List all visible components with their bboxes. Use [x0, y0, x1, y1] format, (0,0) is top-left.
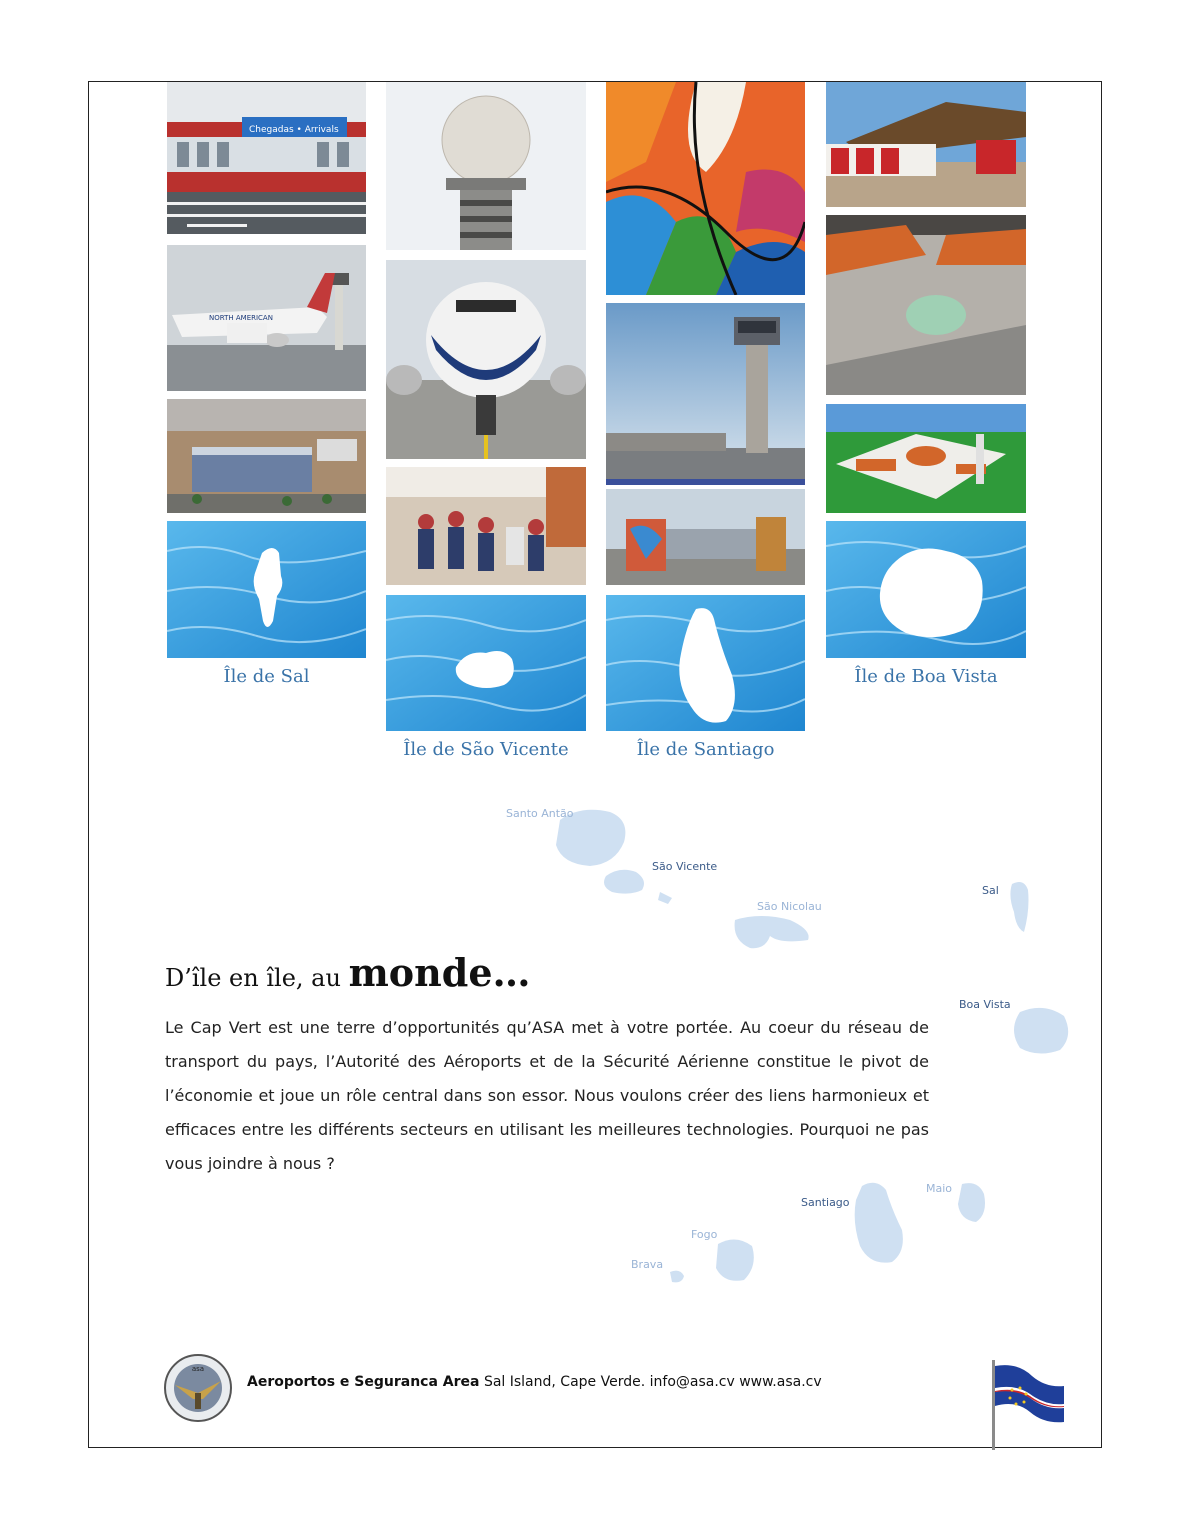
map-label-santiago: Santiago — [801, 1196, 850, 1209]
island-maio — [958, 1183, 985, 1222]
cape-verde-flag — [988, 1358, 1068, 1450]
footer-web[interactable]: www.asa.cv — [739, 1374, 822, 1390]
map-label-brava: Brava — [631, 1258, 664, 1271]
aircraft-livery-text: NORTH AMERICAN — [209, 314, 273, 322]
footer-address: Sal Island, Cape Verde. — [483, 1374, 646, 1390]
island-santa-luzia — [658, 892, 672, 904]
island-brava — [670, 1271, 684, 1283]
map-label-sal: Sal — [982, 884, 999, 897]
island-santiago — [855, 1183, 903, 1263]
asa-logo — [163, 1353, 233, 1423]
footer-org: Aeroportos e Seguranca Area — [247, 1374, 480, 1390]
island-sao-nicolau — [735, 916, 809, 948]
island-boa-vista — [1014, 1008, 1068, 1054]
arrivals-sign-text: Chegadas • Arrivals — [249, 125, 339, 135]
island-sao-vicente — [604, 870, 644, 894]
caption-santiago: Île de Santiago — [636, 739, 775, 760]
map-label-santo-antao: Santo Antão — [506, 807, 574, 820]
map-label-boa-vista: Boa Vista — [959, 998, 1011, 1011]
headline-emphasis: monde… — [348, 950, 531, 995]
headline — [165, 950, 531, 995]
footer-email[interactable]: info@asa.cv — [649, 1374, 735, 1390]
caption-sal: Île de Sal — [223, 666, 310, 687]
body-paragraph: Le Cap Vert est une terre d’opportunités qu’ASA met à votre portée. Au coeur du réseau de transport du pays, l’Autorité des Aéroports et de la Sécurité Aérienne constitue le pivot de l’économie et joue un rôle central dans son essor. Nous voulons créer des liens harmonieux et efficaces entre les différents secteurs en utilisant les meilleures technologies. Pourquoi ne pas vous joindre à nous ? — [165, 1018, 929, 1173]
caption-sao-vicente: Île de São Vicente — [403, 739, 569, 760]
map-label-maio: Maio — [926, 1182, 953, 1195]
caption-boa-vista: Île de Boa Vista — [854, 666, 998, 687]
island-sal — [1010, 882, 1028, 932]
headline-lead: D’île en île, au — [165, 964, 349, 992]
map-label-fogo: Fogo — [691, 1228, 718, 1241]
island-fogo — [716, 1239, 754, 1280]
map-label-sao-nicolau: São Nicolau — [757, 900, 822, 913]
map-label-sao-vicente: São Vicente — [652, 860, 718, 873]
logo-text: asa — [191, 1365, 205, 1373]
footer-contact — [247, 1374, 822, 1390]
